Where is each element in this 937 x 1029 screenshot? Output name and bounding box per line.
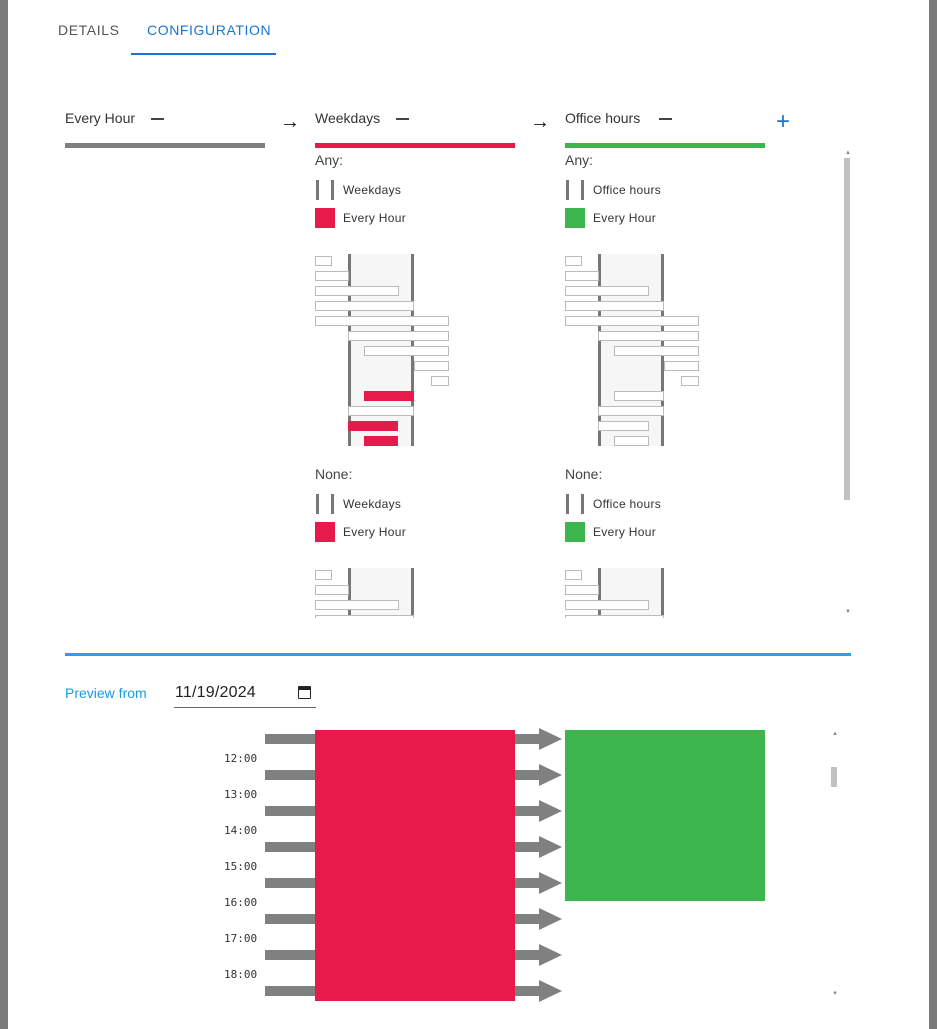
color-swatch-icon: [565, 208, 585, 228]
none-label: None:: [565, 466, 603, 482]
legend-item: [565, 208, 805, 228]
legend-item: [565, 522, 805, 542]
output-arrow-shaft: [515, 806, 542, 816]
arrow-right-icon: →: [530, 111, 550, 133]
legend-item: [315, 522, 555, 542]
config-scrollbar-thumb[interactable]: [844, 158, 850, 500]
output-arrow-head: [539, 728, 562, 750]
column-color-bar-weekdays: [315, 143, 515, 148]
legend-item: [315, 494, 555, 514]
tab-details[interactable]: DETAILS: [58, 22, 120, 38]
output-arrow-shaft: [515, 770, 542, 780]
input-arrow: [265, 770, 316, 780]
time-label: 13:00: [224, 788, 258, 801]
output-arrow-head: [539, 908, 562, 930]
output-arrow-head: [539, 764, 562, 786]
any-label: Any:: [565, 152, 594, 168]
scroll-down-icon[interactable]: ▼: [845, 609, 851, 615]
any-label: Any:: [315, 152, 344, 168]
column-title-weekdays[interactable]: Weekdays: [315, 110, 381, 126]
bars-swatch-icon: [315, 180, 335, 200]
output-arrow-shaft: [515, 914, 542, 924]
input-arrow: [265, 986, 316, 996]
time-label: 14:00: [224, 824, 258, 837]
office-hours-block: [565, 730, 765, 901]
tab-bar: [8, 0, 929, 56]
legend-label: Every Hour: [343, 525, 407, 539]
remove-every-hour-icon[interactable]: [151, 118, 164, 120]
preview-scrollbar-thumb[interactable]: [831, 767, 837, 787]
time-label: 17:00: [224, 932, 258, 945]
rule-pane-weekdays: [315, 150, 565, 618]
remove-office-hours-icon[interactable]: [659, 118, 672, 120]
color-swatch-icon: [315, 208, 335, 228]
any-mini-chart: [565, 254, 705, 446]
none-label: None:: [315, 466, 353, 482]
input-arrow: [265, 806, 316, 816]
legend-label: Every Hour: [593, 525, 657, 539]
input-arrow: [265, 734, 316, 744]
bars-swatch-icon: [565, 180, 585, 200]
bars-swatch-icon: [315, 494, 335, 514]
time-label: 16:00: [224, 896, 258, 909]
add-column-icon[interactable]: +: [776, 108, 791, 135]
time-label: 12:00: [224, 752, 258, 765]
any-mini-chart: [315, 254, 455, 446]
column-title-every-hour[interactable]: Every Hour: [65, 110, 136, 126]
time-label: 18:00: [224, 968, 258, 981]
output-arrow-shaft: [515, 842, 542, 852]
output-arrow-shaft: [515, 986, 542, 996]
bars-swatch-icon: [565, 494, 585, 514]
scroll-down-icon[interactable]: ▼: [832, 991, 838, 997]
output-arrow-head: [539, 980, 562, 1002]
legend-item: [315, 180, 555, 200]
output-arrow-head: [539, 836, 562, 858]
output-arrow-shaft: [515, 734, 542, 744]
legend-label: Office hours: [593, 497, 662, 511]
input-arrow: [265, 914, 316, 924]
output-arrow-shaft: [515, 950, 542, 960]
section-divider: [65, 653, 851, 656]
preview-from-label: Preview from: [65, 685, 147, 701]
schedule-dialog: [8, 0, 929, 1029]
calendar-icon[interactable]: [298, 686, 311, 699]
legend-item: [565, 494, 805, 514]
column-color-bar-every-hour: [65, 143, 265, 148]
column-title-office-hours[interactable]: Office hours: [565, 110, 641, 126]
none-mini-chart: [315, 568, 455, 618]
legend-label: Weekdays: [343, 183, 402, 197]
time-label: 15:00: [224, 860, 258, 873]
column-color-bar-office-hours: [565, 143, 765, 148]
output-arrow-shaft: [515, 878, 542, 888]
preview-date-input[interactable]: [174, 680, 316, 708]
active-tab-indicator: [131, 53, 276, 55]
date-value: 11/19/2024: [175, 684, 256, 701]
input-arrow: [265, 950, 316, 960]
legend-label: Every Hour: [593, 211, 657, 225]
output-arrow-head: [539, 800, 562, 822]
input-arrow: [265, 878, 316, 888]
output-arrow-head: [539, 944, 562, 966]
scroll-up-icon[interactable]: ▲: [845, 150, 851, 156]
output-arrow-head: [539, 872, 562, 894]
color-swatch-icon: [315, 522, 335, 542]
legend-label: Every Hour: [343, 211, 407, 225]
remove-weekdays-icon[interactable]: [396, 118, 409, 120]
input-arrow: [265, 842, 316, 852]
legend-item: [315, 208, 555, 228]
color-swatch-icon: [565, 522, 585, 542]
none-mini-chart: [565, 568, 705, 618]
arrow-right-icon: →: [280, 111, 300, 133]
legend-item: [565, 180, 805, 200]
scroll-up-icon[interactable]: ▲: [832, 731, 838, 737]
rule-pane-office-hours: [565, 150, 815, 618]
weekdays-block: [315, 730, 515, 1001]
legend-label: Office hours: [593, 183, 662, 197]
tab-configuration[interactable]: CONFIGURATION: [147, 22, 272, 38]
legend-label: Weekdays: [343, 497, 402, 511]
